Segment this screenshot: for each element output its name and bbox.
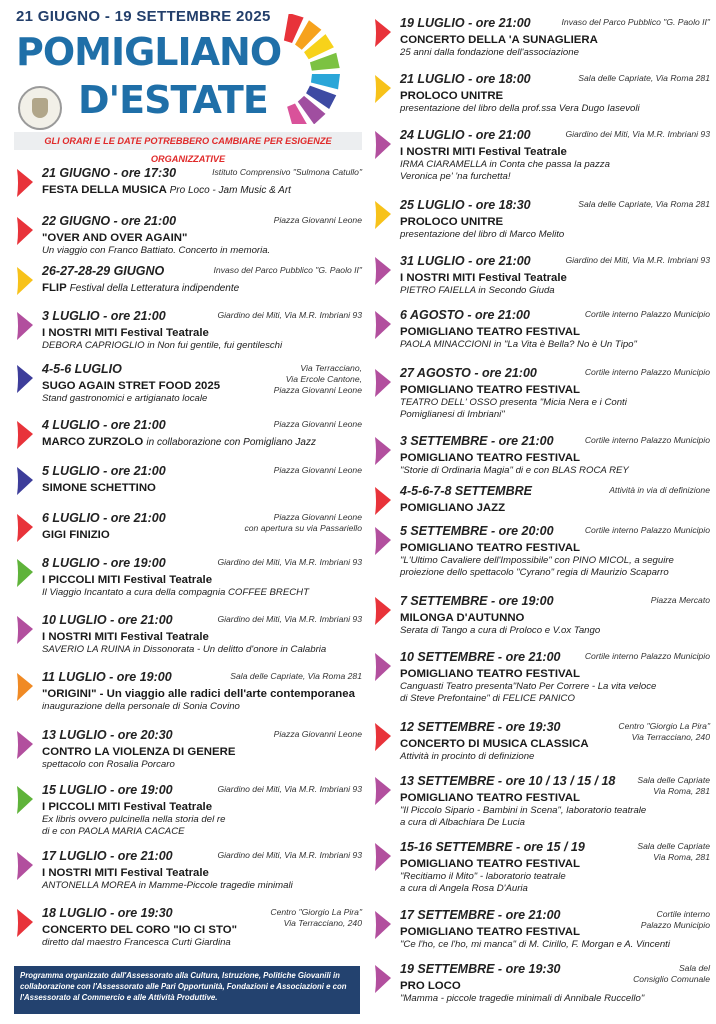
event-title: I NOSTRI MITI Festival Teatrale (42, 631, 209, 643)
event-description: a cura di Angela Rosa D'Auria (400, 883, 528, 894)
event-title-line (400, 215, 710, 229)
event-date: 19 SETTEMBRE - ore 19:30 (400, 962, 561, 976)
flag-marker-icon (16, 730, 34, 760)
event-title-line (42, 687, 362, 701)
event-title: CONCERTO DI MUSICA CLASSICA (400, 738, 589, 750)
event-title: CONCERTO DEL CORO "IO CI STO" (42, 924, 237, 936)
event-title-line (42, 281, 362, 296)
flag-marker-icon (16, 168, 34, 198)
event-date: 15 LUGLIO - ore 19:00 (42, 783, 173, 797)
event-title-line (400, 33, 710, 47)
event-title: SUGO AGAIN STRET FOOD 2025 (42, 380, 221, 392)
event-title: I NOSTRI MITI Festival Teatrale (400, 146, 567, 158)
event-title: POMIGLIANO TEATRO FESTIVAL (400, 326, 580, 338)
event-location: Cortile interno Palazzo Municipio (640, 909, 710, 930)
schedule-disclaimer: GLI ORARI E LE DATE POTREBBERO CAMBIARE PER ESIGENZE ORGANIZZATIVE (14, 132, 362, 150)
event-description: Veronica pe' 'na furchetta! (400, 171, 511, 182)
flag-marker-icon (374, 74, 392, 104)
event-title: SIMONE SCHETTINO (42, 482, 156, 494)
event-description: "Ce l'ho, ce l'ho, mi manca" di M. Cirillo, F. Morgan e A. Vincenti (400, 939, 670, 950)
flag-marker-icon (374, 526, 392, 556)
event-title-line (400, 89, 710, 103)
flag-marker-icon (374, 18, 392, 48)
event-description: "L'Ultimo Cavaliere dell'Impossibile" con PINO MICOL, a seguire (400, 555, 674, 566)
event-title: POMIGLIANO TEATRO FESTIVAL (400, 452, 580, 464)
event-location: Piazza Giovanni Leone (273, 215, 362, 225)
event-location: Istituto Comprensivo "Sulmona Catullo" (212, 167, 362, 177)
event-location: Giardino dei Miti, Via M.R. Imbriani 93 (217, 784, 362, 794)
flag-marker-icon (16, 558, 34, 588)
event-description: inaugurazione della personale di Sonia Covino (42, 701, 240, 712)
event-date: 4-5-6 LUGLIO (42, 362, 122, 376)
event-description: presentazione del libro della prof.ssa Vera Dugo Iasevoli (400, 103, 640, 114)
event-title-line (42, 573, 362, 587)
event-title-line (42, 435, 362, 450)
event-description: Canguasti Teatro presenta"Nato Per Correre - La vita veloce (400, 681, 657, 692)
event-title: "OVER AND OVER AGAIN" (42, 232, 188, 244)
event-title-line (42, 326, 362, 340)
event-description: Stand gastronomici e artigianato locale (42, 393, 208, 404)
event-title-line (42, 800, 362, 814)
event-title-line (400, 145, 710, 159)
event-description: di Steve Prefontaine" di FELICE PANICO (400, 693, 575, 704)
event-description: Pomiglianesi di Imbriani" (400, 409, 505, 420)
event-location: Invaso del Parco Pubblico "G. Paolo II" (561, 17, 710, 27)
event-location: Giardino dei Miti, Via M.R. Imbriani 93 (217, 310, 362, 320)
event-location: Piazza Giovanni Leone (273, 419, 362, 429)
event-title: I NOSTRI MITI Festival Teatrale (400, 272, 567, 284)
color-fan-logo-icon (268, 14, 348, 124)
event-location: Sala delle Capriate, Via Roma 281 (578, 73, 710, 83)
event-description: presentazione del libro di Marco Melito (400, 229, 565, 240)
event-title: CONTRO LA VIOLENZA DI GENERE (42, 746, 236, 758)
event-location: Cortile interno Palazzo Municipio (584, 309, 710, 319)
event-location: Attività in via di definizione (609, 485, 710, 495)
event-title-line (42, 231, 362, 245)
event-title-subtitle: Festival della Letteratura indipendente (69, 283, 240, 294)
event-date: 11 LUGLIO - ore 19:00 (42, 670, 172, 684)
flag-marker-icon (374, 722, 392, 752)
event-location: Piazza Giovanni Leone (273, 729, 362, 739)
event-title: POMIGLIANO TEATRO FESTIVAL (400, 542, 580, 554)
event-title: PROLOCO UNITRE (400, 216, 504, 228)
event-date: 21 LUGLIO - ore 18:00 (400, 72, 531, 86)
event-title-line (400, 325, 710, 339)
event-date: 18 LUGLIO - ore 19:30 (42, 906, 173, 920)
event-description: Serata di Tango a cura di Proloco e V.ox Tango (400, 625, 601, 636)
event-date: 25 LUGLIO - ore 18:30 (400, 198, 531, 212)
event-location: Cortile interno Palazzo Municipio (584, 525, 710, 535)
flag-marker-icon (16, 216, 34, 246)
event-location: Cortile interno Palazzo Municipio (584, 651, 710, 661)
event-location: Centro "Giorgio La Pira" Via Terracciano, 240 (270, 907, 362, 928)
fan-segment (311, 74, 340, 89)
event-title: MARCO ZURZOLO (42, 436, 144, 448)
flag-marker-icon (374, 596, 392, 626)
event-title-line (42, 745, 362, 759)
event-title: POMIGLIANO TEATRO FESTIVAL (400, 858, 580, 870)
flag-marker-icon (374, 130, 392, 160)
event-description: ANTONELLA MOREA in Mamme-Piccole tragedie minimali (42, 880, 293, 891)
event-location: Piazza Giovanni Leone (273, 465, 362, 475)
event-title: MILONGA D'AUTUNNO (400, 612, 525, 624)
event-description: a cura di Albachiara De Lucia (400, 817, 525, 828)
event-location: Cortile interno Palazzo Municipio (584, 435, 710, 445)
event-title-line (400, 271, 710, 285)
event-title: POMIGLIANO JAZZ (400, 502, 506, 514)
event-title-line (42, 866, 362, 880)
event-title-line (400, 667, 710, 681)
event-date: 3 LUGLIO - ore 21:00 (42, 309, 166, 323)
event-description: Ex libris ovvero pulcinella nella storia del re (42, 814, 226, 825)
flag-marker-icon (374, 964, 392, 994)
season-dates: 21 GIUGNO - 19 SETTEMBRE 2025 (16, 8, 271, 25)
event-description: "Mamma - piccole tragedie minimali di Annibale Ruccello" (400, 993, 645, 1004)
flag-marker-icon (16, 615, 34, 645)
event-title-line (400, 451, 710, 465)
event-location: Giardino dei Miti, Via M.R. Imbriani 93 (217, 850, 362, 860)
event-date: 5 SETTEMBRE - ore 20:00 (400, 524, 554, 538)
event-date: 17 LUGLIO - ore 21:00 (42, 849, 173, 863)
event-description: spettacolo con Rosalia Porcaro (42, 759, 175, 770)
event-description: "Il Piccolo Sipario - Bambini in Scena", laboratorio teatrale (400, 805, 647, 816)
event-date: 13 LUGLIO - ore 20:30 (42, 728, 173, 742)
event-location: Sala del Consiglio Comunale (633, 963, 710, 984)
event-description: PAOLA MINACCIONI in "La Vita è Bella? No è Un Tipo" (400, 339, 637, 350)
event-title: POMIGLIANO TEATRO FESTIVAL (400, 384, 580, 396)
event-location: Giardino dei Miti, Via M.R. Imbriani 93 (217, 614, 362, 624)
event-title: I PICCOLI MITI Festival Teatrale (42, 574, 213, 586)
event-description: DEBORA CAPRIOGLIO in Non fui gentile, fui gentileschi (42, 340, 283, 351)
event-location: Giardino dei Miti, Via M.R. Imbriani 93 (565, 129, 710, 139)
event-description: diretto dal maestro Francesca Curti Giardina (42, 937, 231, 948)
event-description: Attività in procinto di definizione (400, 751, 535, 762)
event-location: Cortile interno Palazzo Municipio (584, 367, 710, 377)
flag-marker-icon (374, 256, 392, 286)
event-title-line (42, 481, 362, 495)
event-title: POMIGLIANO TEATRO FESTIVAL (400, 668, 580, 680)
event-location: Giardino dei Miti, Via M.R. Imbriani 93 (217, 557, 362, 567)
event-title: FLIP (42, 282, 67, 294)
flag-marker-icon (374, 310, 392, 340)
event-description: proiezione dello spettacolo "Cyrano" regia di Maurizio Scaparro (400, 567, 669, 578)
event-title-line (400, 501, 710, 515)
event-description: di e con PAOLA MARIA CACACE (42, 826, 185, 837)
event-title: FESTA DELLA MUSICA (42, 184, 167, 196)
flag-marker-icon (16, 311, 34, 341)
event-date: 4-5-6-7-8 SETTEMBRE (400, 484, 532, 498)
flag-marker-icon (16, 266, 34, 296)
event-location: Centro "Giorgio La Pira" Via Terracciano, 240 (618, 721, 710, 742)
event-date: 6 LUGLIO - ore 21:00 (42, 511, 166, 525)
event-title: POMIGLIANO TEATRO FESTIVAL (400, 926, 580, 938)
event-date: 12 SETTEMBRE - ore 19:30 (400, 720, 561, 734)
event-description: PIETRO FAIELLA in Secondo Giuda (400, 285, 555, 296)
organizer-footer: Programma organizzato dall'Assessorato alla Cultura, Istruzione, Politiche Giovanili in collaborazione con l'Assessorato alle Pari Opportunità, Fondazioni e Associazioni e con l'Assessorato al Commercio e alle Attività Produttive. (14, 966, 360, 1014)
event-title-line (400, 541, 710, 555)
flag-marker-icon (16, 851, 34, 881)
event-location: Giardino dei Miti, Via M.R. Imbriani 93 (565, 255, 710, 265)
event-description: "Recitiamo il Mito" - laboratorio teatrale (400, 871, 566, 882)
flag-marker-icon (16, 908, 34, 938)
event-location: Sala delle Capriate Via Roma, 281 (637, 841, 710, 862)
event-title-line (400, 611, 710, 625)
event-title: "ORIGINI" - Un viaggio alle radici dell'arte contemporanea (42, 688, 355, 700)
flag-marker-icon (374, 776, 392, 806)
event-title: POMIGLIANO TEATRO FESTIVAL (400, 792, 580, 804)
event-location: Sala delle Capriate Via Roma, 281 (637, 775, 710, 796)
flag-marker-icon (16, 364, 34, 394)
event-date: 27 AGOSTO - ore 21:00 (400, 366, 537, 380)
event-date: 3 SETTEMBRE - ore 21:00 (400, 434, 554, 448)
event-location: Via Terracciano, Via Ercole Cantone, Piazza Giovanni Leone (273, 363, 362, 395)
event-location: Piazza Mercato (650, 595, 710, 605)
event-description: 25 anni dalla fondazione dell'associazione (400, 47, 579, 58)
event-description: "Storie di Ordinaria Magia" di e con BLAS ROCA REY (400, 465, 629, 476)
flag-marker-icon (16, 785, 34, 815)
flag-marker-icon (374, 368, 392, 398)
event-date: 21 GIUGNO - ore 17:30 (42, 166, 177, 180)
event-title: I NOSTRI MITI Festival Teatrale (42, 867, 209, 879)
flag-marker-icon (374, 910, 392, 940)
flag-marker-icon (374, 436, 392, 466)
event-title: GIGI FINIZIO (42, 529, 110, 541)
event-title: CONCERTO DELLA 'A SUNAGLIERA (400, 34, 598, 46)
title-line-1: POMIGLIANO (16, 30, 282, 74)
flag-marker-icon (374, 486, 392, 516)
flag-marker-icon (16, 420, 34, 450)
flag-marker-icon (16, 466, 34, 496)
event-title-line (400, 383, 710, 397)
event-date: 31 LUGLIO - ore 21:00 (400, 254, 531, 268)
event-date: 24 LUGLIO - ore 21:00 (400, 128, 531, 142)
event-title-line (42, 630, 362, 644)
event-date: 22 GIUGNO - ore 21:00 (42, 214, 177, 228)
flag-marker-icon (16, 513, 34, 543)
event-date: 15-16 SETTEMBRE - ore 15 / 19 (400, 840, 585, 854)
flag-marker-icon (374, 200, 392, 230)
event-date: 5 LUGLIO - ore 21:00 (42, 464, 166, 478)
event-date: 8 LUGLIO - ore 19:00 (42, 556, 166, 570)
event-date: 19 LUGLIO - ore 21:00 (400, 16, 531, 30)
event-description: Il Viaggio Incantato a cura della compagnia COFFEE BRECHT (42, 587, 309, 598)
event-title: I NOSTRI MITI Festival Teatrale (42, 327, 209, 339)
event-location: Invaso del Parco Pubblico "G. Paolo II" (213, 265, 362, 275)
event-date: 7 SETTEMBRE - ore 19:00 (400, 594, 554, 608)
event-date: 13 SETTEMBRE - ore 10 / 13 / 15 / 18 (400, 774, 616, 788)
event-description: IRMA CIARAMELLA in Conta che passa la pazza (400, 159, 610, 170)
event-description: TEATRO DELL' OSSO presenta "Micia Nera e i Conti (400, 397, 627, 408)
event-location: Sala delle Capriate, Via Roma 281 (578, 199, 710, 209)
flag-marker-icon (16, 672, 34, 702)
event-date: 6 AGOSTO - ore 21:00 (400, 308, 530, 322)
event-description: SAVERIO LA RUINA in Dissonorata - Un delitto d'onore in Calabria (42, 644, 327, 655)
event-title: PROLOCO UNITRE (400, 90, 504, 102)
event-location: Piazza Giovanni Leone con apertura su via Passariello (244, 512, 362, 533)
event-date: 4 LUGLIO - ore 21:00 (42, 418, 166, 432)
event-date: 17 SETTEMBRE - ore 21:00 (400, 908, 561, 922)
municipal-crest-icon (18, 86, 62, 130)
event-title-line (42, 183, 362, 198)
event-date: 10 SETTEMBRE - ore 21:00 (400, 650, 561, 664)
event-title-subtitle: Pro Loco - Jam Music & Art (169, 185, 291, 196)
flag-marker-icon (374, 842, 392, 872)
event-title: PRO LOCO (400, 980, 461, 992)
event-title-subtitle: in collaborazione con Pomigliano Jazz (146, 437, 316, 448)
event-description: Un viaggio con Franco Battiato. Concerto in memoria. (42, 245, 271, 256)
flag-marker-icon (374, 652, 392, 682)
event-title: I PICCOLI MITI Festival Teatrale (42, 801, 213, 813)
title-line-2: D'ESTATE (78, 78, 268, 122)
event-date: 26-27-28-29 GIUGNO (42, 264, 165, 278)
event-location: Sala delle Capriate, Via Roma 281 (230, 671, 362, 681)
event-date: 10 LUGLIO - ore 21:00 (42, 613, 173, 627)
